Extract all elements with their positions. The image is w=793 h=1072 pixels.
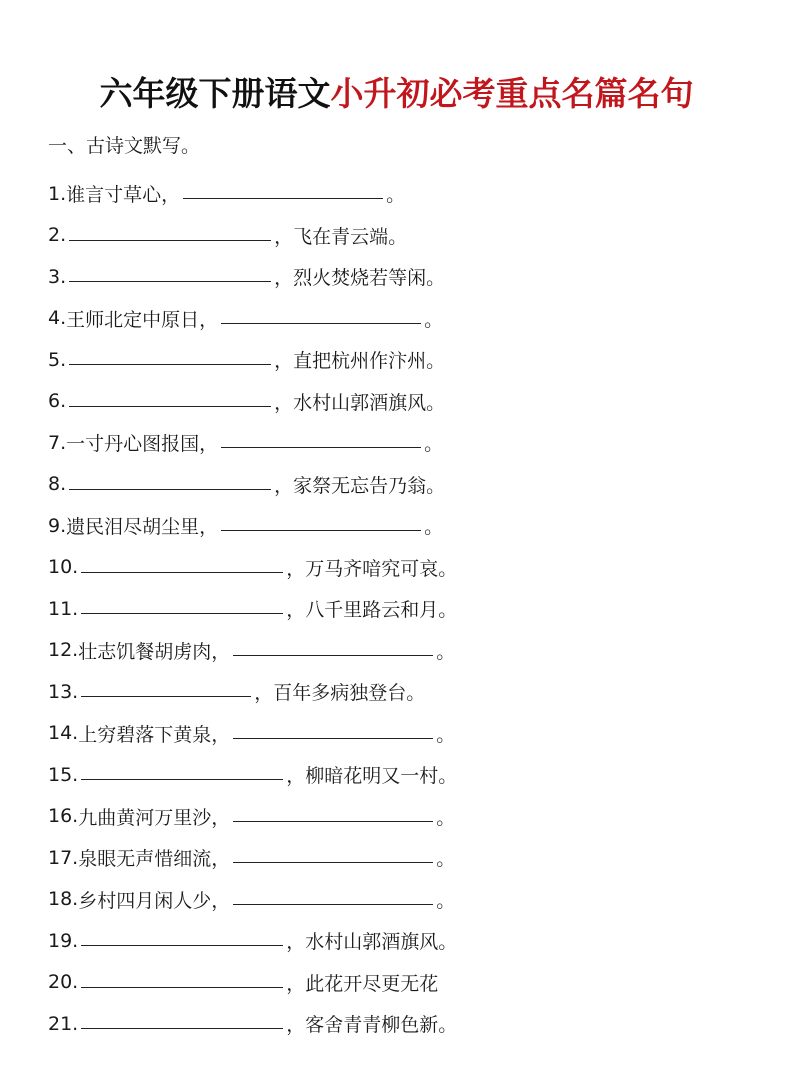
item-given-line: ，水村山郭酒旗风。: [286, 931, 458, 954]
item-number: 6.: [48, 390, 67, 413]
item-given-line: ，直把杭州作汴州。: [274, 350, 446, 373]
item-given-line: 遗民泪尽胡尘里，: [66, 516, 219, 539]
list-item: [48, 588, 457, 630]
item-number: 21.: [48, 1012, 79, 1035]
item-given-line: ，柳暗花明又一村。: [286, 765, 458, 788]
item-given-line: 。: [436, 640, 456, 663]
list-item: [48, 796, 457, 838]
question-list: [48, 173, 457, 1045]
item-given-line: 。: [436, 848, 456, 871]
item-given-line: ，水村山郭酒旗风。: [274, 391, 446, 414]
list-item: [48, 754, 457, 796]
section-heading: 一、古诗文默写。: [48, 135, 201, 157]
item-given-line: 一寸丹心图报国，: [66, 433, 219, 456]
list-item: [48, 464, 457, 506]
answer-blank[interactable]: [69, 406, 271, 407]
list-item: [48, 339, 457, 381]
answer-blank[interactable]: [81, 572, 283, 573]
list-item: [48, 630, 457, 672]
list-item: [48, 505, 457, 547]
item-given-line: ，烈火焚烧若等闲。: [274, 267, 446, 290]
item-given-line: ，八千里路云和月。: [286, 599, 458, 622]
answer-blank[interactable]: [81, 779, 283, 780]
list-item: [48, 547, 457, 589]
list-item: [48, 215, 457, 257]
list-item: [48, 1003, 457, 1045]
list-item: [48, 713, 457, 755]
answer-blank[interactable]: [69, 489, 271, 490]
answer-blank[interactable]: [81, 1028, 283, 1029]
page-title: [0, 68, 793, 115]
item-number: 4.: [48, 307, 67, 330]
list-item: [48, 422, 457, 464]
answer-blank[interactable]: [69, 240, 271, 241]
item-given-line: 。: [436, 889, 456, 912]
item-number: 3.: [48, 265, 67, 288]
item-number: 5.: [48, 348, 67, 371]
answer-blank[interactable]: [183, 198, 383, 199]
list-item: [48, 920, 457, 962]
item-number: 13.: [48, 680, 79, 703]
answer-blank[interactable]: [221, 323, 421, 324]
item-given-line: 。: [424, 433, 444, 456]
item-given-line: 。: [424, 308, 444, 331]
list-item: [48, 256, 457, 298]
item-number: 7.: [48, 431, 67, 454]
item-given-line: 壮志饥餐胡虏肉，: [78, 640, 231, 663]
item-number: 15.: [48, 763, 79, 786]
item-number: 9.: [48, 514, 67, 537]
item-number: 17.: [48, 846, 79, 869]
item-given-line: 九曲黄河万里沙，: [78, 806, 231, 829]
item-given-line: 谁言寸草心，: [66, 184, 181, 207]
item-given-line: 泉眼无声惜细流，: [78, 848, 231, 871]
item-number: 20.: [48, 971, 79, 994]
item-given-line: ，万马齐喑究可哀。: [286, 557, 458, 580]
item-given-line: 。: [436, 806, 456, 829]
list-item: [48, 173, 457, 215]
item-given-line: ，此花开尽更无花: [286, 972, 439, 995]
answer-blank[interactable]: [221, 530, 421, 531]
item-given-line: 。: [386, 184, 406, 207]
answer-blank[interactable]: [81, 613, 283, 614]
answer-blank[interactable]: [233, 904, 433, 905]
list-item: [48, 879, 457, 921]
answer-blank[interactable]: [81, 945, 283, 946]
answer-blank[interactable]: [233, 862, 433, 863]
page-title-grade: 六年级下册语文: [99, 74, 331, 113]
item-number: 8.: [48, 473, 67, 496]
answer-blank[interactable]: [69, 364, 271, 365]
item-given-line: 。: [436, 723, 456, 746]
list-item: [48, 381, 457, 423]
answer-blank[interactable]: [233, 821, 433, 822]
item-given-line: ，飞在青云端。: [274, 225, 408, 248]
answer-blank[interactable]: [233, 655, 433, 656]
list-item: [48, 962, 457, 1004]
item-number: 19.: [48, 929, 79, 952]
item-number: 1.: [48, 182, 67, 205]
item-number: 14.: [48, 722, 79, 745]
item-given-line: 上穷碧落下黄泉，: [78, 723, 231, 746]
item-given-line: ，客舍青青柳色新。: [286, 1014, 458, 1037]
item-number: 2.: [48, 224, 67, 247]
item-given-line: ，百年多病独登台。: [254, 682, 426, 705]
item-number: 10.: [48, 556, 79, 579]
answer-blank[interactable]: [233, 738, 433, 739]
answer-blank[interactable]: [221, 447, 421, 448]
item-number: 11.: [48, 597, 79, 620]
list-item: [48, 837, 457, 879]
answer-blank[interactable]: [81, 987, 283, 988]
item-number: 12.: [48, 639, 79, 662]
answer-blank[interactable]: [69, 281, 271, 282]
list-item: [48, 671, 457, 713]
item-given-line: ，家祭无忘告乃翁。: [274, 474, 446, 497]
answer-blank[interactable]: [81, 696, 251, 697]
item-given-line: 王师北定中原日，: [66, 308, 219, 331]
item-number: 18.: [48, 888, 79, 911]
item-given-line: 乡村四月闲人少，: [78, 889, 231, 912]
list-item: [48, 298, 457, 340]
item-number: 16.: [48, 805, 79, 828]
page-title-topic: 小升初必考重点名篇名句: [330, 74, 694, 113]
item-given-line: 。: [424, 516, 444, 539]
